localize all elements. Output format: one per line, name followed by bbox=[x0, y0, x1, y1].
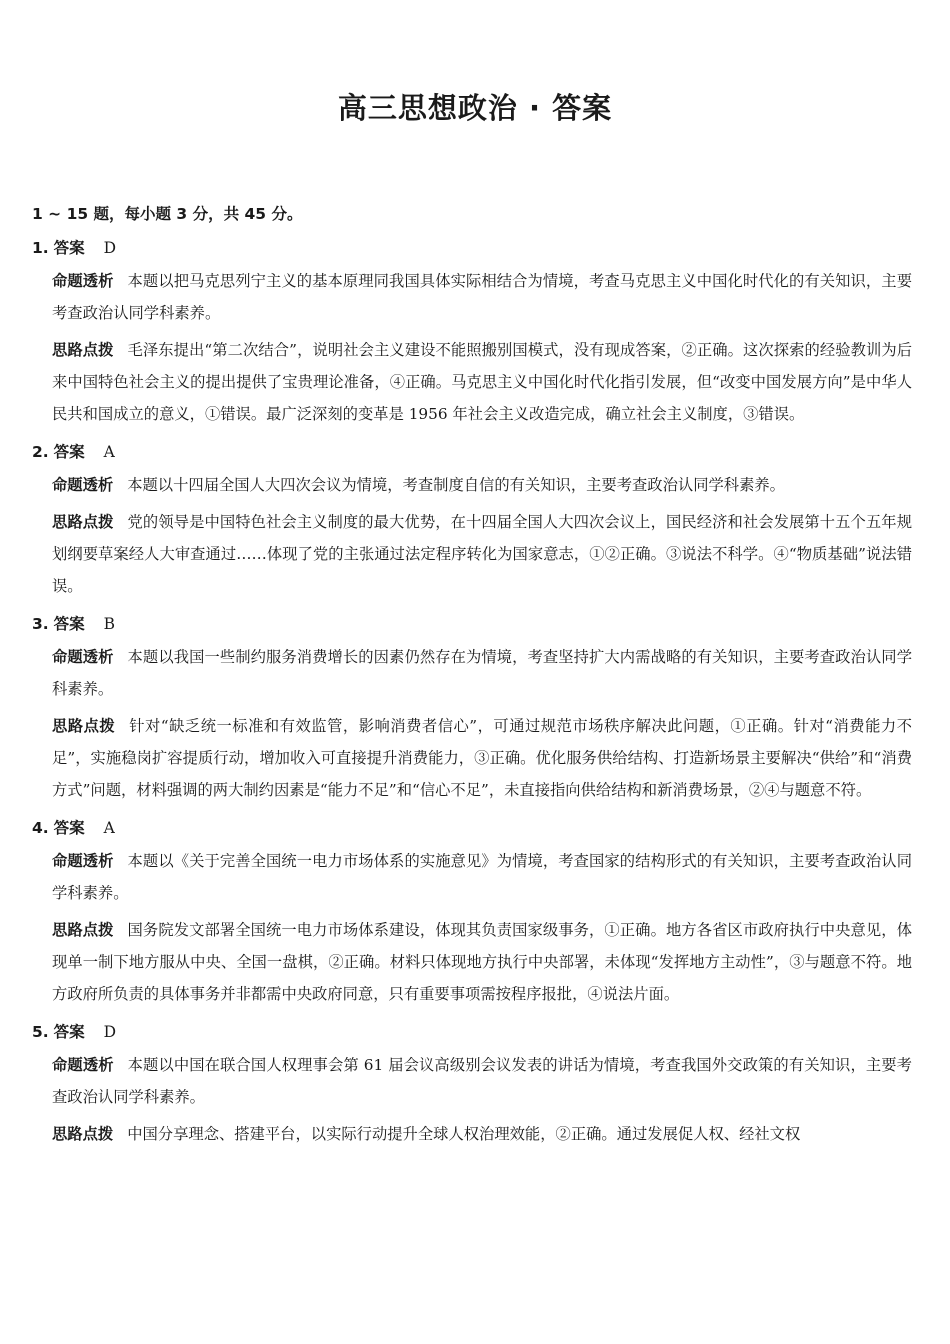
hint-paragraph bbox=[52, 506, 912, 602]
analysis-label: 命题透析 bbox=[52, 272, 114, 290]
hint-label: 思路点拨 bbox=[52, 921, 114, 939]
analysis-paragraph bbox=[52, 845, 912, 909]
question-number: 1. bbox=[32, 239, 49, 257]
question-block bbox=[32, 435, 912, 602]
question-answer-line bbox=[32, 1015, 912, 1049]
question-answer-line bbox=[32, 435, 912, 469]
hint-paragraph bbox=[52, 1118, 912, 1150]
answer-value: D bbox=[103, 239, 117, 257]
question-number: 5. bbox=[32, 1023, 49, 1041]
answer-value: B bbox=[103, 615, 115, 633]
hint-paragraph bbox=[52, 914, 912, 1010]
analysis-label: 命题透析 bbox=[52, 476, 114, 494]
hint-text: 中国分享理念、搭建平台，以实际行动提升全球人权治理效能，②正确。通过发展促人权、经社文权 bbox=[127, 1125, 801, 1143]
question-answer-line bbox=[32, 811, 912, 845]
answer-label: 答案 bbox=[53, 819, 85, 837]
answer-value: D bbox=[103, 1023, 117, 1041]
page-title: 高三思想政治 · 答案 bbox=[337, 91, 613, 125]
question-answer-line bbox=[32, 607, 912, 641]
analysis-paragraph bbox=[52, 1049, 912, 1113]
hint-paragraph bbox=[52, 334, 912, 430]
question-block bbox=[32, 811, 912, 1010]
hint-text: 毛泽东提出“第二次结合”，说明社会主义建设不能照搬别国模式，没有现成答案，②正确。这次探索的经验教训为后来中国特色社会主义的提出提供了宝贵理论准备，④正确。马克思主义中国化时代化指引发展，但“改变中国发展方向”是中华人民共和国成立的意义，①错误。最广泛深刻的变革是 1956 年社会主义改造完成，确立社会主义制度，③错误。 bbox=[52, 341, 912, 423]
question-answer-line bbox=[32, 231, 912, 265]
analysis-text: 本题以中国在联合国人权理事会第 61 届会议高级别会议发表的讲话为情境，考查我国外交政策的有关知识，主要考查政治认同学科素养。 bbox=[52, 1056, 912, 1106]
analysis-paragraph bbox=[52, 641, 912, 705]
question-number: 3. bbox=[32, 615, 49, 633]
hint-label: 思路点拨 bbox=[52, 513, 114, 531]
answer-value: A bbox=[103, 443, 115, 461]
analysis-text: 本题以把马克思列宁主义的基本原理同我国具体实际相结合为情境，考查马克思主义中国化时代化的有关知识，主要考查政治认同学科素养。 bbox=[52, 272, 912, 322]
hint-label: 思路点拨 bbox=[52, 1125, 114, 1143]
answer-label: 答案 bbox=[53, 1023, 85, 1041]
question-number: 2. bbox=[32, 443, 49, 461]
answer-label: 答案 bbox=[53, 239, 85, 257]
analysis-label: 命题透析 bbox=[52, 648, 114, 666]
hint-text: 针对“缺乏统一标准和有效监管，影响消费者信心”，可通过规范市场秩序解决此问题，①正确。针对“消费能力不足”，实施稳岗扩容提质行动，增加收入可直接提升消费能力，③正确。优化服务供给结构、打造新场景主要解决“供给”和“消费方式”问题，材料强调的两大制约因素是“能力不足”和“信心不足”，未直接指向供给结构和新消费场景，②④与题意不符。 bbox=[52, 717, 912, 799]
hint-label: 思路点拨 bbox=[52, 341, 114, 359]
answer-label: 答案 bbox=[53, 443, 85, 461]
analysis-paragraph bbox=[52, 265, 912, 329]
analysis-text: 本题以十四届全国人大四次会议为情境，考查制度自信的有关知识，主要考查政治认同学科素养。 bbox=[127, 476, 785, 494]
hint-text: 国务院发文部署全国统一电力市场体系建设，体现其负责国家级事务，①正确。地方各省区市政府执行中央意见，体现单一制下地方服从中央、全国一盘棋，②正确。材料只体现地方执行中央部署，未体现“发挥地方主动性”，③与题意不符。地方政府所负责的具体事务并非都需中央政府同意，只有重要事项需按程序报批，④说法片面。 bbox=[52, 921, 912, 1003]
hint-text: 党的领导是中国特色社会主义制度的最大优势，在十四届全国人大四次会议上，国民经济和社会发展第十五个五年规划纲要草案经人大审查通过……体现了党的主张通过法定程序转化为国家意志，①②正确。③说法不科学。④“物质基础”说法错误。 bbox=[52, 513, 912, 595]
section-intro: 1 ~ 15 题，每小题 3 分，共 45 分。 bbox=[32, 205, 303, 223]
question-block bbox=[32, 1015, 912, 1150]
analysis-label: 命题透析 bbox=[52, 852, 114, 870]
analysis-paragraph bbox=[52, 469, 912, 501]
analysis-label: 命题透析 bbox=[52, 1056, 114, 1074]
question-block bbox=[32, 607, 912, 806]
analysis-text: 本题以我国一些制约服务消费增长的因素仍然存在为情境，考查坚持扩大内需战略的有关知识，主要考查政治认同学科素养。 bbox=[52, 648, 912, 698]
question-number: 4. bbox=[32, 819, 49, 837]
answer-value: A bbox=[103, 819, 115, 837]
analysis-text: 本题以《关于完善全国统一电力市场体系的实施意见》为情境，考查国家的结构形式的有关知识，主要考查政治认同学科素养。 bbox=[52, 852, 912, 902]
question-block bbox=[32, 231, 912, 430]
answer-label: 答案 bbox=[53, 615, 85, 633]
hint-paragraph bbox=[52, 710, 912, 806]
hint-label: 思路点拨 bbox=[52, 717, 116, 735]
answer-content bbox=[32, 197, 912, 1155]
